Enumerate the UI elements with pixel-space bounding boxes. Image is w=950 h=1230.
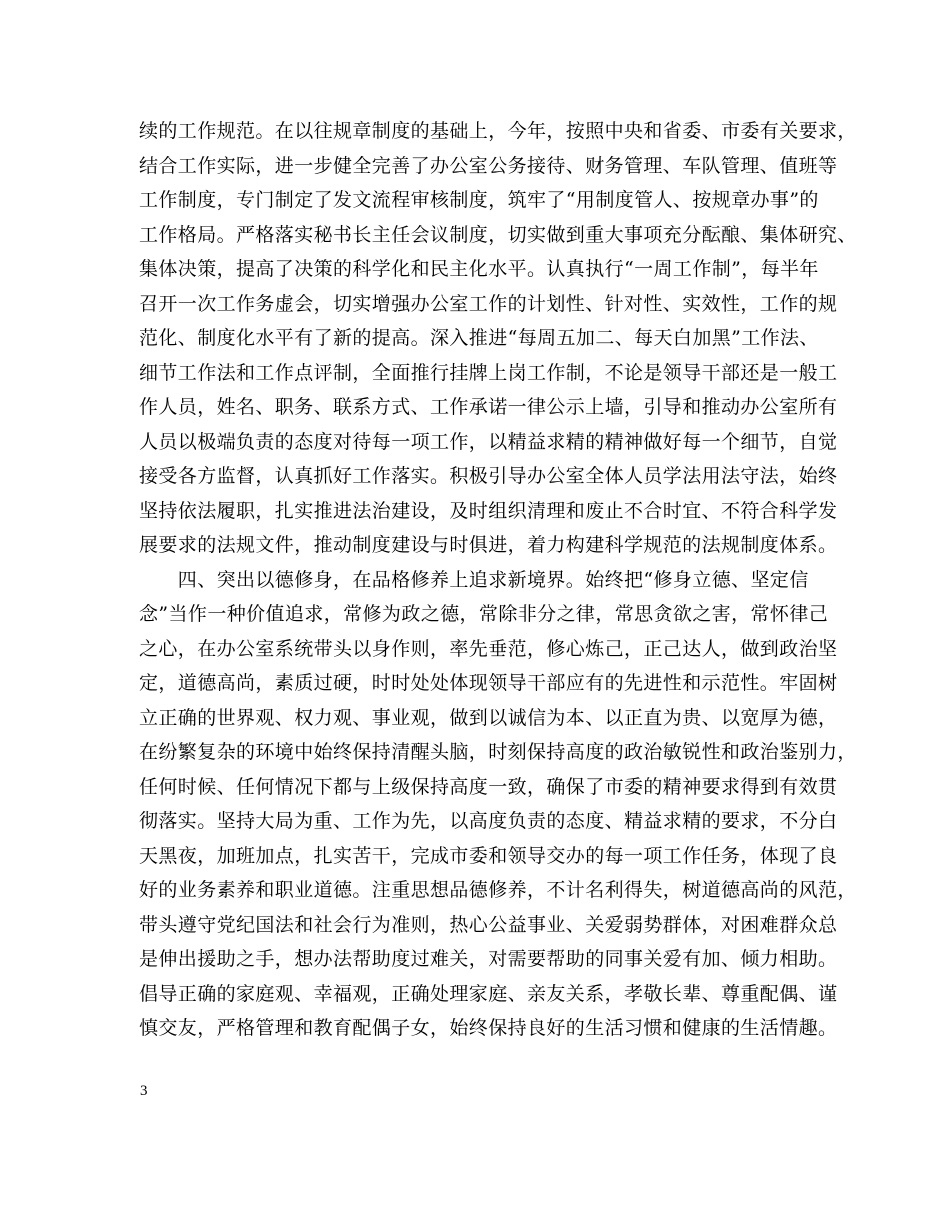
text-line: 彻落实。坚持大局为重、工作为先，以高度负责的态度、精益求精的要求，不分白	[139, 810, 838, 832]
text-line: 工作格局。严格落实秘书长主任会议制度，切实做到重大事项充分酝酿、集体研究、	[139, 223, 857, 246]
text-line: 细节工作法和工作点评制，全面推行挂牌上岗工作制，不论是领导干部还是一般工	[139, 361, 838, 384]
text-line: 四、突出以德修身，在品格修养上追求新境界。始终把“修身立德、坚定信	[139, 568, 809, 591]
text-line: 集体决策，提高了决策的科学化和民主化水平。认真执行“一周工作制”，每半年	[139, 258, 819, 280]
text-line: 接受各方监督，认真抓好工作落实。积极引导办公室全体人员学法用法守法，始终	[139, 465, 838, 487]
text-line: 在纷繁复杂的环境中始终保持清醒头脑，时刻保持高度的政治敏锐性和政治鉴别力，	[139, 741, 857, 763]
text-line: 作人员，姓名、职务、联系方式、工作承诺一律公示上墙，引导和推动办公室所有	[139, 396, 838, 418]
text-line: 倡导正确的家庭观、幸福观，正确处理家庭、亲友关系，孝敬长辈、尊重配偶、谨	[139, 982, 838, 1005]
text-line: 坚持依法履职，扎实推进法治建设，及时组织清理和废止不合时宜、不符合科学发	[139, 499, 838, 522]
body-text	[139, 114, 857, 1046]
text-line: 立正确的世界观、权力观、事业观，做到以诚信为本、以正直为贵、以宽厚为德，	[139, 706, 838, 729]
text-line: 天黑夜，加班加点，扎实苦干，完成市委和领导交办的每一项工作任务，体现了良	[139, 844, 838, 867]
page-number: 3	[140, 1083, 148, 1099]
text-line: 之心，在办公室系统带头以身作则，率先垂范，修心炼己，正己达人，做到政治坚	[139, 637, 838, 660]
text-line: 工作制度，专门制定了发文流程审核制度，筑牢了“用制度管人、按规章办事”的	[139, 189, 819, 211]
text-line: 续的工作规范。在以往规章制度的基础上，今年，按照中央和省委、市委有关要求，	[139, 120, 857, 142]
text-line: 慎交友，严格管理和教育配偶子女，始终保持良好的生活习惯和健康的生活情趣。	[139, 1017, 838, 1039]
text-line: 人员以极端负责的态度对待每一项工作，以精益求精的精神做好每一个细节，自觉	[139, 430, 838, 453]
text-line: 结合工作实际，进一步健全完善了办公室公务接待、财务管理、车队管理、值班等	[139, 154, 838, 177]
text-line: 任何时候、任何情况下都与上级保持高度一致，确保了市委的精神要求得到有效贯	[139, 775, 838, 798]
text-line: 展要求的法规文件，推动制度建设与时俱进，着力构建科学规范的法规制度体系。	[139, 534, 838, 556]
text-line: 范化、制度化水平有了新的提高。深入推进“每周五加二、每天白加黑”工作法、	[139, 327, 819, 349]
text-line: 好的业务素养和职业道德。注重思想品德修养，不计名利得失，树道德高尚的风范，	[139, 879, 857, 901]
text-line: 念”当作一种价值追求，常修为政之德，常除非分之律，常思贪欲之害，常怀律己	[139, 603, 829, 625]
text-line: 是伸出援助之手，想办法帮助度过难关，对需要帮助的同事关爱有加、倾力相助。	[139, 948, 838, 970]
text-line: 带头遵守党纪国法和社会行为准则，热心公益事业、关爱弱势群体，对困难群众总	[139, 913, 838, 936]
text-line: 定，道德高尚，素质过硬，时时处处体现领导干部应有的先进性和示范性。牢固树	[139, 672, 838, 694]
text-line: 召开一次工作务虚会，切实增强办公室工作的计划性、针对性、实效性，工作的规	[139, 292, 838, 315]
